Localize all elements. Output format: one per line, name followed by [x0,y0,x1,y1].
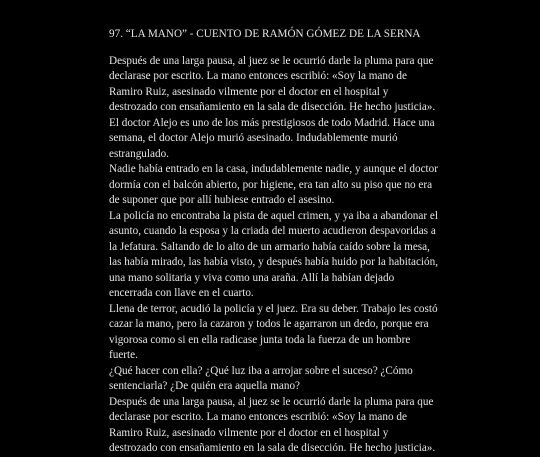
story-paragraph-6: ¿Qué hacer con ella? ¿Qué luz iba a arrojar sobre el suceso? ¿Cómo sentenciarla? ¿De quién era aquella mano? [109,364,413,392]
story-content [109,27,439,457]
story-title: 97. “LA MANO” - CUENTO DE RAMÓN GÓMEZ DE LA SERNA [109,28,421,40]
story-paragraph-7: Después de una larga pausa, al juez se le ocurrió darle la pluma para que declarase por escrito. La mano entonces escribió: «Soy la mano de Ramiro Ruiz, asesinado vilmente por el doctor en el hospital y destrozado con ensañamiento en la sala de disección. He hecho justicia». [109,395,436,454]
story-paragraph-1: Después de una larga pausa, al juez se le ocurrió darle la pluma para que declarase por escrito. La mano entonces escribió: «Soy la mano de Ramiro Ruiz, asesinado vilmente por el doctor en el hospital y destrozado con ensañamiento en la sala de disección. He hecho justicia». [109,54,436,113]
story-paragraph-3: Nadie había entrado en la casa, indudablemente nadie, y aunque el doctor dormía con el balcón abierto, por higiene, era tan alto su piso que no era de suponer que por allí hubiese entrado el asesino. [109,163,438,206]
story-paragraph-4: La policía no encontraba la pista de aquel crimen, y ya iba a abandonar el asunto, cuando la esposa y la criada del muerto acudieron despavoridas a la Jefatura. Saltando de lo alto de un armario había caído sobre la mesa, las había mirado, las había visto, y después había huido por la habitación, una mano solitaria y viva como una araña. Allí la habían dejado encerrada con llave en el cuarto. [109,209,439,299]
story-paragraph-2: El doctor Alejo es uno de los más prestigiosos de todo Madrid. Hace una semana, el doctor Alejo murió asesinado. Indudablemente murió estrangulado. [109,116,435,160]
story-paragraph-5: Llena de terror, acudió la policía y el juez. Era su deber. Trabajo les costó cazar la mano, pero la cazaron y todos le agarraron un dedo, porque era vigorosa como si en ella radicase junta toda la fuerza de un hombre fuerte. [109,302,438,361]
